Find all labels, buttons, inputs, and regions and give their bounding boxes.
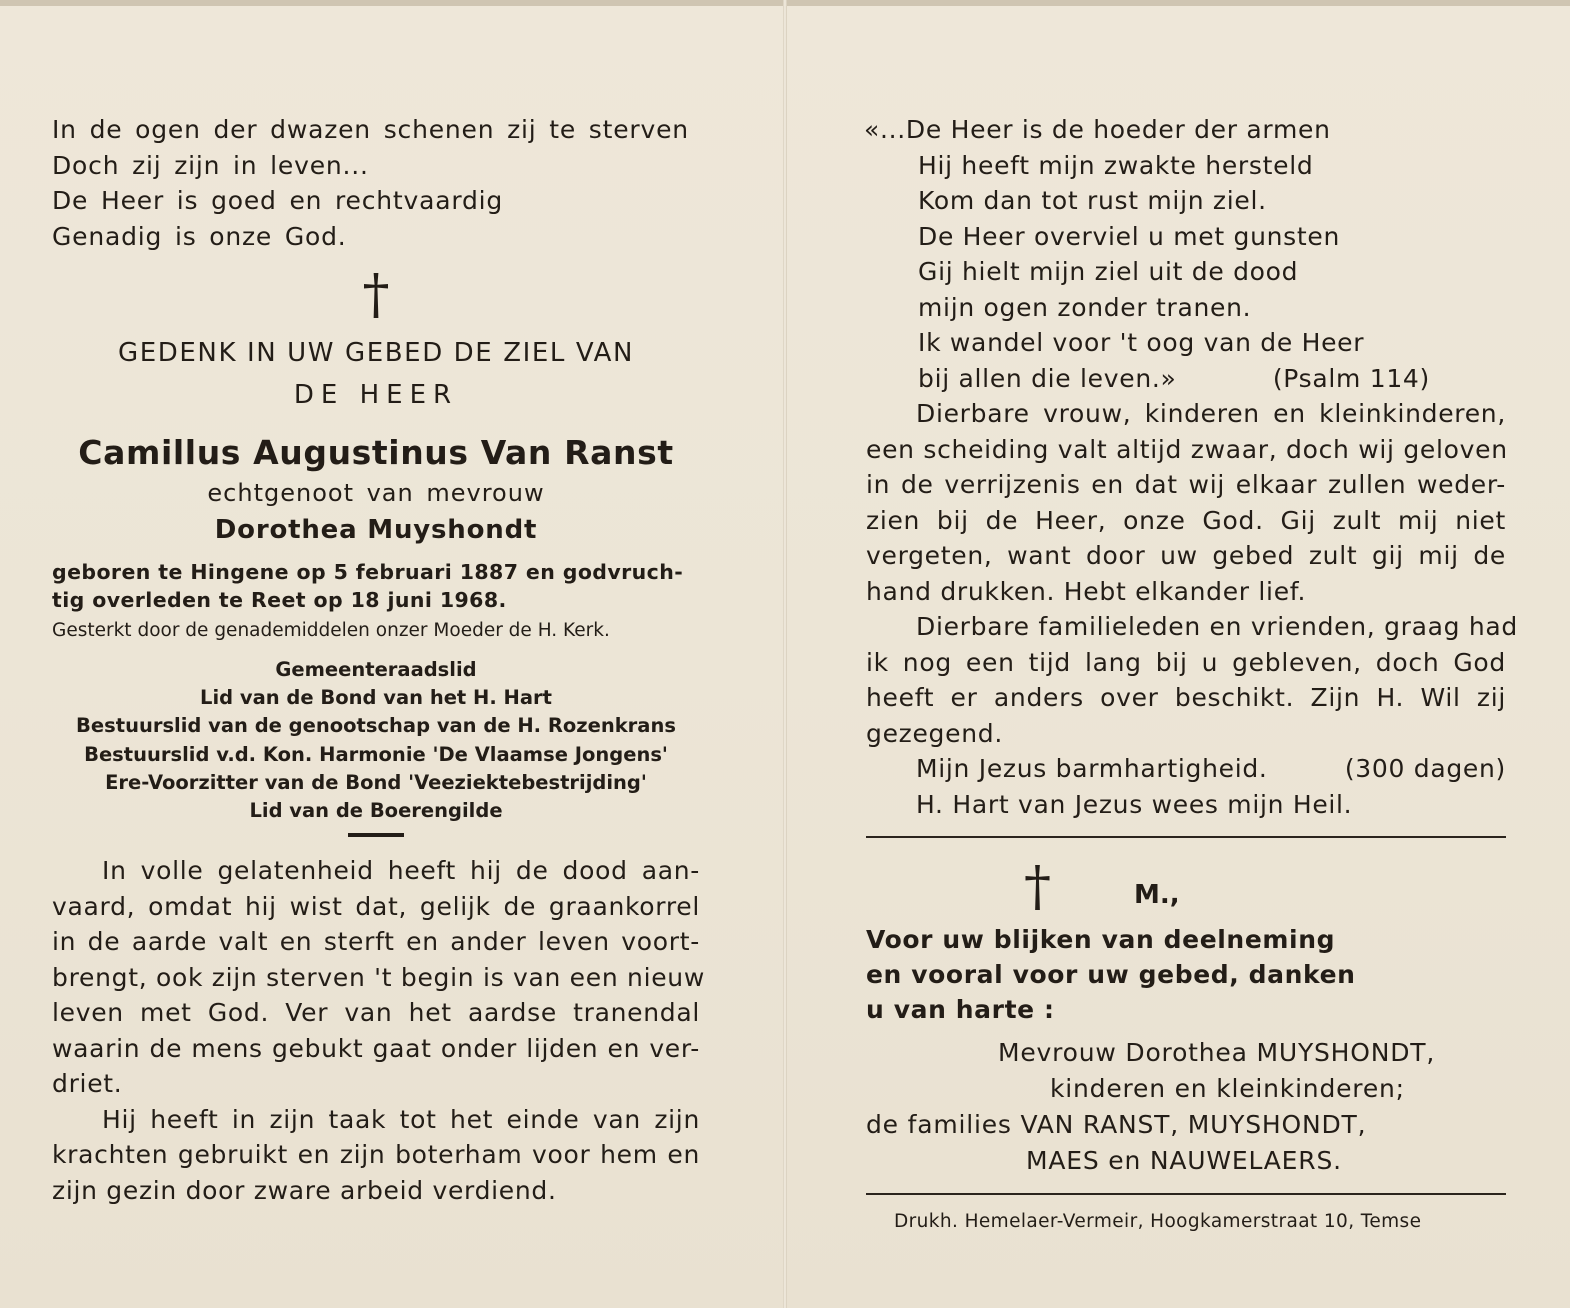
function-item: Gemeenteraadslid — [275, 658, 477, 681]
left-page — [52, 112, 705, 1208]
function-item: Bestuurslid van de genootschap van de H. Rozenkrans — [76, 714, 676, 738]
thanks-header — [866, 852, 1506, 922]
psalm-quote — [866, 112, 1506, 396]
signer-line: kinderen en kleinkinderen; — [1050, 1074, 1405, 1103]
remember-heading: GEDENK IN UW GEBED DE ZIEL VAN — [117, 338, 635, 368]
deceased-name: Camillus Augustinus Van Ranst — [78, 433, 674, 472]
paragraph-line: krachten gebruikt en zijn boterham voor hem en — [52, 1140, 700, 1170]
prayer-row — [916, 751, 1506, 787]
birth-line: geboren te Hingene op 5 februari 1887 en godvruch- — [52, 560, 684, 584]
signer-line: Mevrouw Dorothea MUYSHONDT, — [998, 1038, 1436, 1067]
paragraph-line: Dierbare vrouw, kinderen en kleinkinderen, — [916, 399, 1506, 428]
paragraph-line: waarin de mens gebukt gaat onder lijden en ver- — [52, 1033, 700, 1063]
psalm-last-line — [918, 361, 1506, 397]
psalm-line: mijn ogen zonder tranen. — [918, 292, 1252, 322]
paragraph-line: in de aarde valt en sterft en ander leven voort- — [52, 927, 700, 957]
paragraph-line: gezegend. — [866, 718, 1003, 748]
left-paragraph-2 — [52, 1102, 700, 1209]
psalm-line: «...De Heer is de hoeder der armen — [864, 115, 1331, 144]
thanks-text — [866, 922, 1506, 1027]
paragraph-line: vaard, omdat hij wist dat, gelijk de graankorrel — [52, 891, 700, 921]
verse-line: In de ogen der dwazen schenen zij te sterven — [52, 115, 689, 144]
paragraph-line: hand drukken. Hebt elkander lief. — [866, 576, 1307, 606]
psalm-line: De Heer overviel u met gunsten — [918, 221, 1341, 251]
paragraph-line: heeft er anders over beschikt. Zijn H. Wil zij — [866, 683, 1506, 712]
paragraph-line: Dierbare familieleden en vrienden, graag had — [916, 612, 1519, 641]
paragraph-line: vergeten, want door uw gebed zult gij mij de — [866, 541, 1506, 570]
death-line: tig overleden te Reet op 18 juni 1968. — [52, 588, 507, 612]
signers — [866, 1035, 1506, 1179]
right-page — [864, 112, 1519, 1235]
psalm-line: Gij hielt mijn ziel uit de dood — [918, 257, 1299, 286]
function-item: Ere-Voorzitter van de Bond 'Veeziektebestrijding' — [105, 770, 647, 794]
spouse-name: Dorothea Muyshondt — [214, 515, 538, 545]
verse-line: De Heer is goed en rechtvaardig — [52, 186, 504, 215]
thanks-line: en vooral voor uw gebed, danken — [866, 960, 1356, 989]
initial-m: M., — [1134, 880, 1180, 910]
psalm-line: Hij heeft mijn zwakte hersteld — [918, 150, 1314, 180]
cross-icon: † — [1024, 855, 1051, 918]
psalm-line: Kom dan tot rust mijn ziel. — [918, 186, 1267, 215]
verse-line: Doch zij zijn in leven... — [52, 150, 369, 180]
paragraph-line: driet. — [52, 1069, 123, 1099]
thanks-line: Voor uw blijken van deelneming — [866, 925, 1336, 954]
paragraph-line: zien bij de Heer, onze God. Gij zult mij niet — [866, 505, 1506, 535]
verse-line: Genadig is onze God. — [52, 221, 347, 251]
function-item: Lid van de Bond van het H. Hart — [200, 686, 552, 710]
left-paragraph-1 — [52, 853, 705, 1102]
printer-credit: Drukh. Hemelaer-Vermeir, Hoogkamerstraat 10, Temse — [894, 1211, 1422, 1232]
paragraph-line: Hij heeft in zijn taak tot het einde van zijn — [102, 1104, 700, 1134]
short-prayers — [866, 751, 1506, 822]
paragraph-line: in de verrijzenis en dat wij elkaar zullen weder- — [866, 470, 1506, 499]
birth-death-info — [52, 558, 700, 614]
sacraments-note: Gesterkt door de genademiddelen onzer Moeder de H. Kerk. — [52, 620, 610, 641]
right-paragraph-2 — [866, 609, 1519, 751]
psalm-line: Ik wandel voor 't oog van de Heer — [918, 328, 1365, 357]
thanks-line: u van harte : — [866, 995, 1055, 1024]
prayer-line: H. Hart van Jezus wees mijn Heil. — [916, 789, 1353, 819]
functions-list — [52, 656, 700, 825]
indulgence-note: (300 dagen) — [1344, 754, 1506, 783]
psalm-line: bij allen die leven.» — [918, 363, 1177, 393]
cross-icon: † — [362, 263, 390, 326]
paragraph-line: brengt, ook zijn sterven 't begin is van een nieuw — [52, 962, 705, 992]
short-divider — [348, 833, 404, 837]
paragraph-line: ik nog een tijd lang bij u gebleven, doch God — [866, 647, 1506, 677]
signer-line: de families VAN RANST, MUYSHONDT, — [866, 1110, 1367, 1139]
paragraph-line: zijn gezin door zware arbeid verdiend. — [52, 1175, 557, 1205]
right-paragraph-1 — [866, 396, 1506, 609]
prayer-line: Mijn Jezus barmhartigheid. — [916, 754, 1268, 783]
paragraph-line: een scheiding valt altijd zwaar, doch wij geloven — [866, 434, 1508, 464]
function-item: Lid van de Boerengilde — [249, 799, 503, 823]
center-fold — [783, 0, 787, 1308]
psalm-reference: (Psalm 114) — [1272, 363, 1430, 393]
title-de-heer: DE HEER — [293, 380, 459, 410]
spouse-label: echtgenoot van mevrouw — [207, 479, 545, 507]
opening-verse — [52, 112, 700, 254]
function-item: Bestuurslid v.d. Kon. Harmonie 'De Vlaamse Jongens' — [84, 742, 668, 766]
signer-line: MAES en NAUWELAERS. — [1026, 1146, 1342, 1175]
paragraph-line: In volle gelatenheid heeft hij de dood aan- — [102, 856, 700, 886]
horizontal-rule — [866, 836, 1506, 838]
paragraph-line: leven met God. Ver van het aardse tranendal — [52, 998, 700, 1028]
horizontal-rule — [866, 1193, 1506, 1195]
